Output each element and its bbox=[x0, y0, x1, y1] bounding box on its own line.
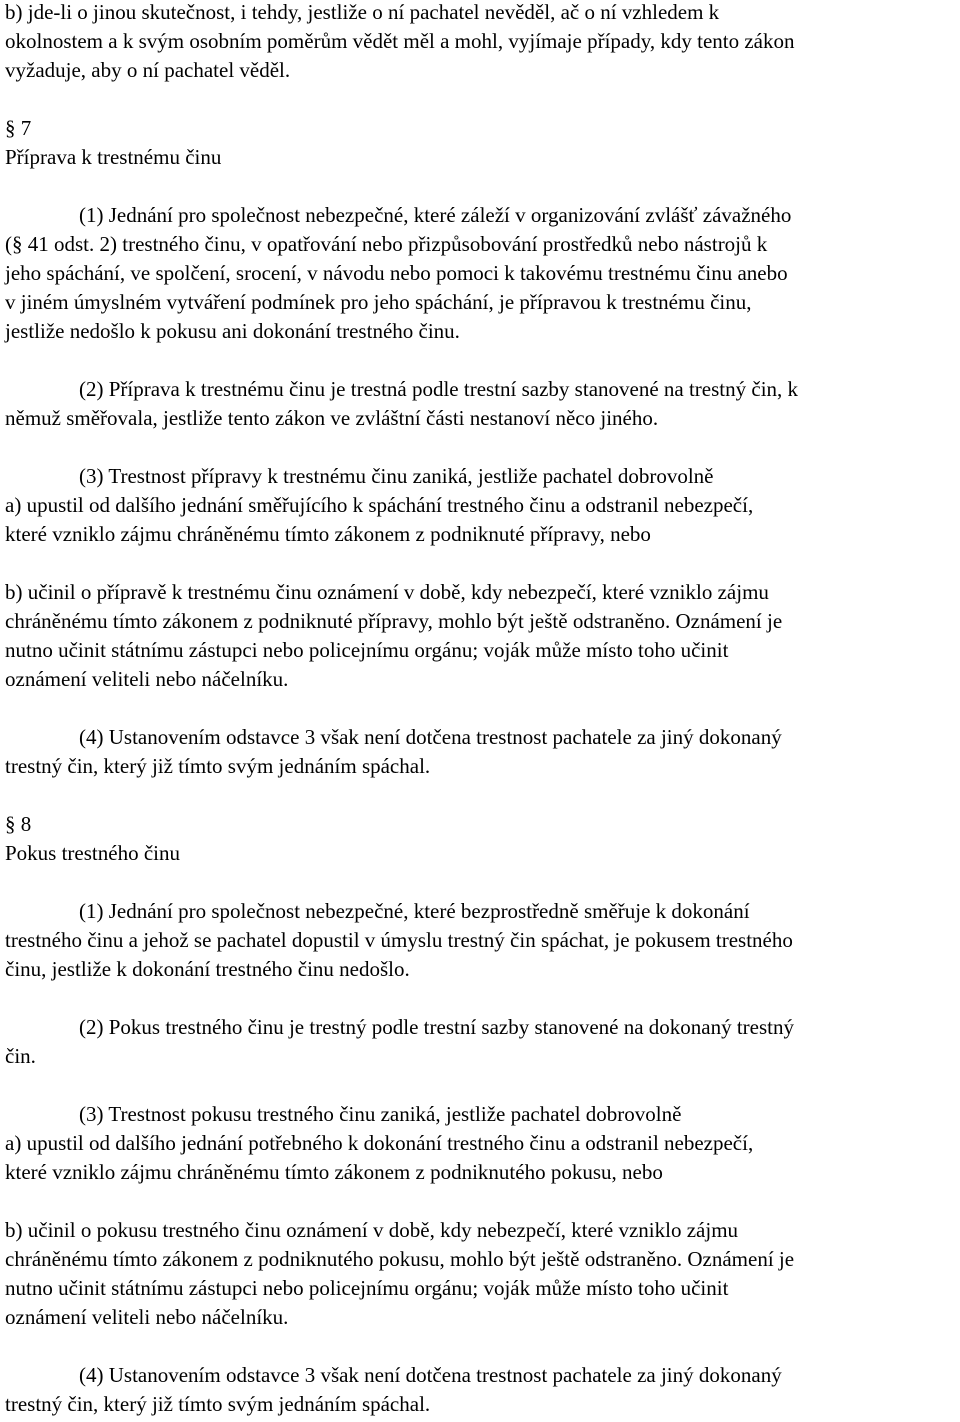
intro-line: vyžaduje, aby o ní pachatel věděl. bbox=[5, 58, 291, 82]
paragraph-line: (§ 41 odst. 2) trestného činu, v opatřování nebo přizpůsobování prostředků nebo nástrojů k bbox=[5, 232, 768, 256]
paragraph-line: (3) Trestnost pokusu trestného činu zaniká, jestliže pachatel dobrovolně bbox=[79, 1102, 682, 1126]
paragraph-line: čin. bbox=[5, 1044, 36, 1068]
paragraph-line: a) upustil od dalšího jednání potřebného k dokonání trestného činu a odstranil nebezpečí, bbox=[5, 1131, 754, 1155]
paragraph-line: chráněnému tímto zákonem z podniknuté přípravy, mohlo být ještě odstraněno. Oznámení je bbox=[5, 609, 783, 633]
paragraph-line: trestný čin, který již tímto svým jednáním spáchal. bbox=[5, 1392, 431, 1416]
intro-line: okolnostem a k svým osobním poměrům vědět měl a mohl, vyjímaje případy, kdy tento zákon bbox=[5, 29, 795, 53]
paragraph-line: jestliže nedošlo k pokusu ani dokonání trestného činu. bbox=[5, 319, 460, 343]
paragraph-line: (4) Ustanovením odstavce 3 však není dotčena trestnost pachatele za jiný dokonaný bbox=[79, 725, 782, 749]
paragraph-line: (4) Ustanovením odstavce 3 však není dotčena trestnost pachatele za jiný dokonaný bbox=[79, 1363, 782, 1387]
section-title: Příprava k trestnému činu bbox=[5, 145, 222, 169]
paragraph-line: a) upustil od dalšího jednání směřujícího k spáchání trestného činu a odstranil nebezpečí, bbox=[5, 493, 754, 517]
paragraph-line: (1) Jednání pro společnost nebezpečné, které bezprostředně směřuje k dokonání bbox=[79, 899, 750, 923]
paragraph-line: oznámení veliteli nebo náčelníku. bbox=[5, 667, 289, 691]
section-number: § 7 bbox=[5, 116, 32, 140]
paragraph-line: trestný čin, který již tímto svým jednáním spáchal. bbox=[5, 754, 431, 778]
section-number: § 8 bbox=[5, 812, 32, 836]
paragraph-line: jeho spáchání, ve spolčení, srocení, v návodu nebo pomoci k takovému trestnému činu anebo bbox=[5, 261, 788, 285]
paragraph-line: b) učinil o pokusu trestného činu oznámení v době, kdy nebezpečí, které vzniklo zájmu bbox=[5, 1218, 739, 1242]
paragraph-line: činu, jestliže k dokonání trestného činu nedošlo. bbox=[5, 957, 410, 981]
paragraph-line: nutno učinit státnímu zástupci nebo policejnímu orgánu; voják může místo toho učinit bbox=[5, 1276, 729, 1300]
paragraph-line: (1) Jednání pro společnost nebezpečné, které záleží v organizování zvlášť závažného bbox=[79, 203, 792, 227]
paragraph-line: oznámení veliteli nebo náčelníku. bbox=[5, 1305, 289, 1329]
paragraph-line: nutno učinit státnímu zástupci nebo policejnímu orgánu; voják může místo toho učinit bbox=[5, 638, 729, 662]
paragraph-line: (2) Příprava k trestnému činu je trestná podle trestní sazby stanovené na trestný čin, k bbox=[79, 377, 799, 401]
paragraph-line: němuž směřovala, jestliže tento zákon ve zvláštní části nestanoví něco jiného. bbox=[5, 406, 659, 430]
paragraph-line: které vzniklo zájmu chráněnému tímto zákonem z podniknutého pokusu, nebo bbox=[5, 1160, 663, 1184]
intro-line: b) jde-li o jinou skutečnost, i tehdy, jestliže o ní pachatel nevěděl, ač o ní vzhledem k bbox=[5, 0, 720, 24]
section-title: Pokus trestného činu bbox=[5, 841, 180, 865]
paragraph-line: chráněnému tímto zákonem z podniknutého pokusu, mohlo být ještě odstraněno. Oznámení je bbox=[5, 1247, 795, 1271]
paragraph-line: (2) Pokus trestného činu je trestný podle trestní sazby stanovené na dokonaný trestný bbox=[79, 1015, 795, 1039]
paragraph-line: trestného činu a jehož se pachatel dopustil v úmyslu trestný čin spáchat, je pokusem trestného bbox=[5, 928, 793, 952]
paragraph-line: (3) Trestnost přípravy k trestnému činu zaniká, jestliže pachatel dobrovolně bbox=[79, 464, 714, 488]
paragraph-line: b) učinil o přípravě k trestnému činu oznámení v době, kdy nebezpečí, které vzniklo zájmu bbox=[5, 580, 769, 604]
paragraph-line: v jiném úmyslném vytváření podmínek pro jeho spáchání, je přípravou k trestnému činu, bbox=[5, 290, 752, 314]
paragraph-line: které vzniklo zájmu chráněnému tímto zákonem z podniknuté přípravy, nebo bbox=[5, 522, 651, 546]
